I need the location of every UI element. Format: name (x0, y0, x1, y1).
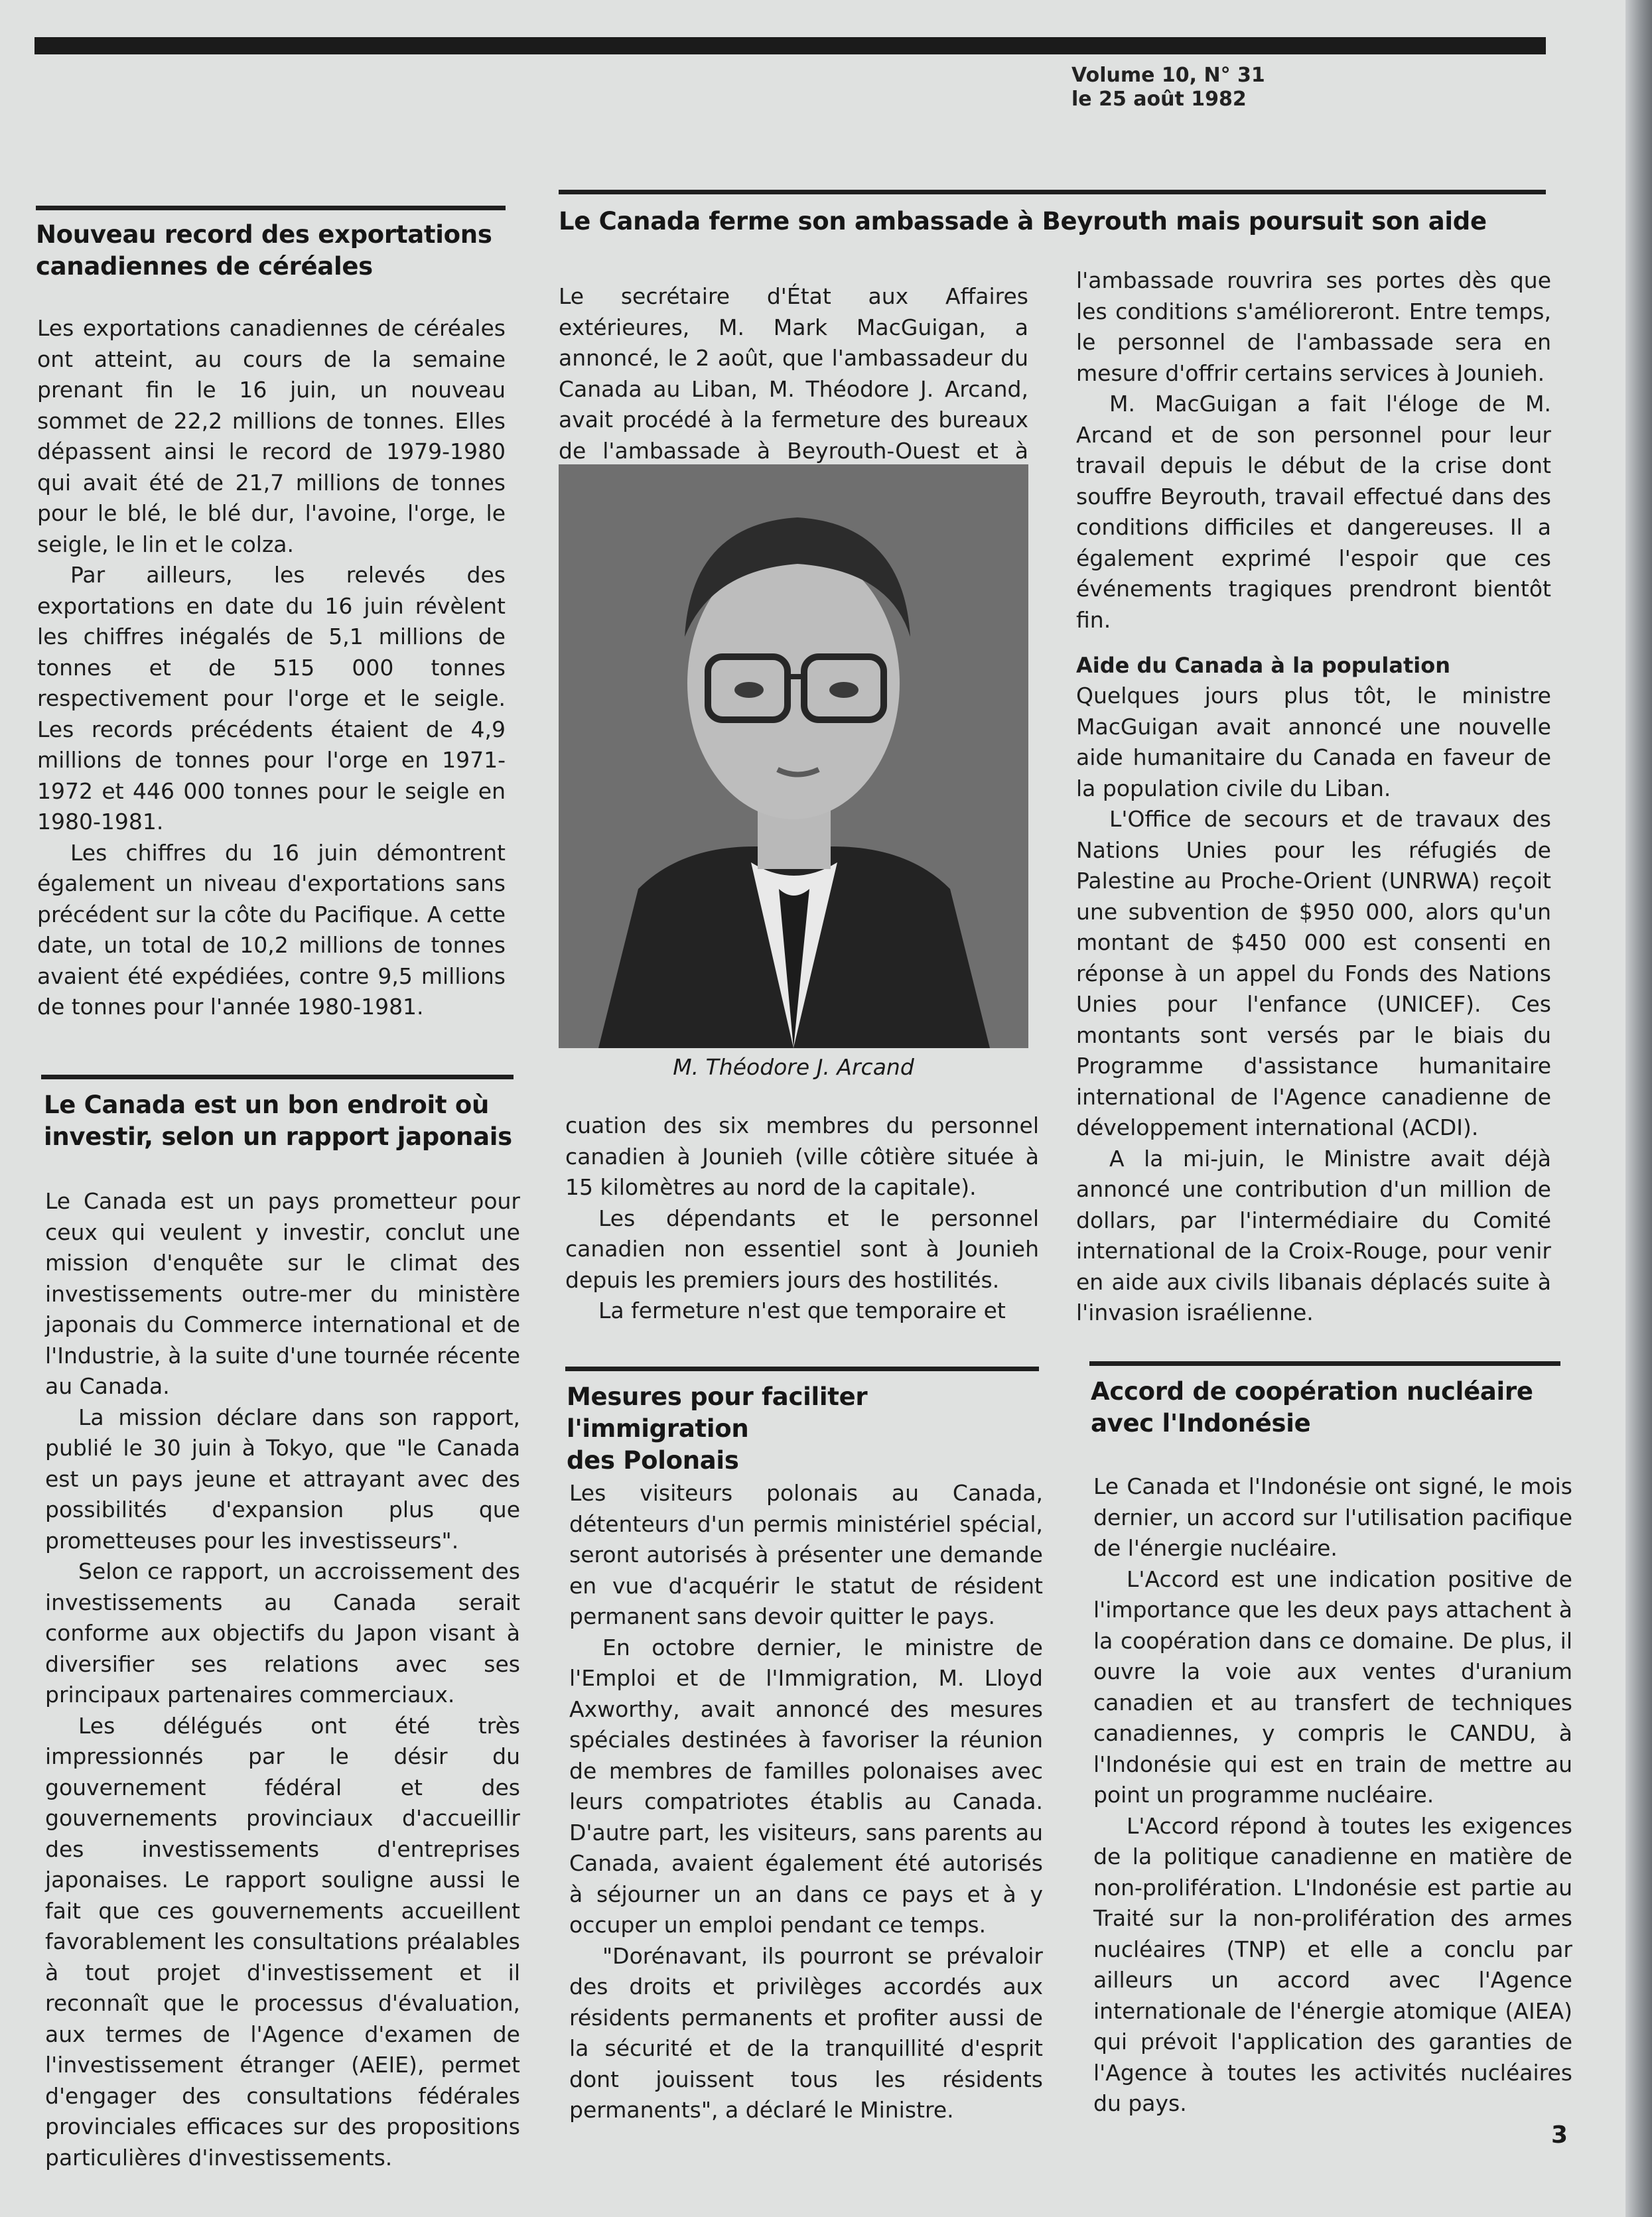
volume-number: Volume 10, N° 31 (1071, 64, 1265, 87)
paragraph: l'ambassade rouvrira ses portes dès que les conditions s'amélioreront. Entre temps, le personnel de l'ambassade sera en mesure d'offrir certains services à Jounieh. (1076, 267, 1551, 386)
paragraph: L'Office de secours et de travaux des Nations Unies pour les réfugiés de Palestine au Proche-Orient (UNRWA) reçoit une subvention de $950 000, alors qu'un montant de $450 000 est consenti en réponse à un appel du Fonds des Nations Unies pour l'enfance (UNICEF). Ces montants sont versés par le biais du Programme d'assistance humanitaire international de l'Agence canadienne de développement international (ACDI). (1076, 806, 1551, 1140)
article-body-polish-immigration (569, 1478, 1043, 2126)
article-body-grain-exports (37, 313, 506, 1023)
issue-date: le 25 août 1982 (1071, 88, 1247, 111)
article-rule (1089, 1361, 1560, 1366)
paragraph: L'Accord répond à toutes les exigences de la politique canadienne en matière de non-prolifération. L'Indonésie est partie au Traité sur la non-prolifération des armes nucléaires (TNP) et elle a conclu par ailleurs un accord avec l'Agence internationale de l'énergie atomique (AIEA) qui prévoit l'application des garanties de l'Agence à toutes les activités nucléaires du pays. (1093, 1812, 1572, 2116)
paragraph: Le Canada et l'Indonésie ont signé, le mois dernier, un accord sur l'utilisation pacifique de l'énergie nucléaire. (1093, 1473, 1572, 1561)
article-title-polish-immigration: Mesures pour faciliter l'immigration des Polonais (567, 1382, 868, 1475)
article-rule (565, 1367, 1039, 1371)
article-rule (36, 206, 506, 210)
paragraph: Le Canada est un pays prometteur pour ceux qui veulent y investir, conclut une mission d'enquête sur le climat des investissements outre-mer du ministère japonais du Commerce international et de l'Industrie, à la suite d'une tournée récente au Canada. (45, 1188, 520, 1399)
portrait-photo (559, 464, 1028, 1048)
paragraph: En octobre dernier, le ministre de l'Emploi et de l'Immigration, M. Lloyd Axworthy, avait annoncé des mesures spéciales destinées à favoriser la réunion de membres de familles polonaises avec leurs compatriotes établis au Canada. D'autre part, les visiteurs, sans parents au Canada, avaient également été autorisés à séjourner un an dans ce pays et à y occuper un emploi pendant ce temps. (569, 1634, 1043, 1938)
paragraph: La fermeture n'est que temporaire et (598, 1298, 1006, 1323)
page-number: 3 (1551, 2121, 1568, 2149)
article-rule (559, 190, 1546, 194)
article-body-beirut-embassy-col2 (1076, 265, 1551, 1329)
paragraph: Par ailleurs, les relevés des exportations en date du 16 juin révèlent les chiffres inégalés de 5,1 millions de tonnes et de 515 000 tonnes respectivement pour l'orge et le seigle. Les records précédents étaient de 4,9 millions de tonnes pour l'orge en 1971-1972 et 446 000 tonnes pour le seigle en 1980-1981. (37, 562, 506, 835)
paragraph: L'Accord est une indication positive de l'importance que les deux pays attachent à la coopération dans ce domaine. De plus, il ouvre la voie aux ventes d'uranium canadien et au transfert de techniques canadiennes, y compris le CANDU, à l'Indonésie qui est en train de mettre au point un programme nucléaire. (1093, 1566, 1572, 1808)
subheading: Aide du Canada à la population (1076, 653, 1451, 678)
paragraph: M. MacGuigan a fait l'éloge de M. Arcand et de son personnel pour leur travail depuis le début de la crise dont souffre Beyrouth, travail effectué dans des conditions difficiles et dangereuses. Il a également exprimé l'espoir que ces événements tragiques prendront bientôt fin. (1076, 391, 1551, 633)
photo-caption: M. Théodore J. Arcand (673, 1054, 914, 1080)
paragraph: A la mi-juin, le Ministre avait déjà annoncé une contribution d'un million de dollars, par l'intermédiaire du Comité international de la Croix-Rouge, pour venir en aide aux civils libanais déplacés suite à l'invasion israélienne. (1076, 1145, 1551, 1325)
paragraph: Les délégués ont été très impressionnés par le désir du gouvernement fédéral et des gouvernements provinciaux d'accueillir des investissements d'entreprises japonaises. Le rapport souligne aussi le fait que ces gouvernements accueillent favorablement les consultations préalables à tout projet d'investissement et il reconnaît que le processus d'évaluation, aux termes de l'Agence d'examen de l'investissement étranger (AEIE), permet d'engager des consultations fédérales provinciales efficaces sur des propositions particulières d'investissements. (45, 1712, 520, 2171)
article-title-grain-exports: Nouveau record des exportations canadiennes de céréales (36, 220, 492, 281)
paragraph: Les dépendants et le personnel canadien non essentiel sont à Jounieh depuis les premiers jours des hostilités. (565, 1205, 1039, 1293)
paragraph: Les chiffres du 16 juin démontrent également un niveau d'exportations sans précédent sur la côte du Pacifique. A cette date, un total de 10,2 millions de tonnes avaient été expédiées, contre 9,5 millions de tonnes pour l'année 1980-1981. (37, 839, 506, 1020)
portrait-image (559, 464, 1028, 1048)
paragraph: "Dorénavant, ils pourront se prévaloir des droits et privilèges accordés aux résidents permanents et profiter aussi de la sécurité et de la tranquillité d'esprit dont jouissent tous les résidents permanents", a déclaré le Ministre. (569, 1942, 1043, 2123)
article-body-japan-report (45, 1186, 520, 2173)
article-title-indonesia-nuclear: Accord de coopération nucléaire avec l'Indonésie (1091, 1377, 1533, 1438)
issue-info (1071, 64, 1265, 111)
header-bar (34, 37, 1546, 54)
paragraph: Quelques jours plus tôt, le ministre MacGuigan avait annoncé une nouvelle aide humanitaire du Canada en faveur de la population civile du Liban. (1076, 683, 1551, 801)
paragraph: cuation des six membres du personnel canadien à Jounieh (ville côtière située à 15 kilomètres au nord de la capitale). (565, 1112, 1039, 1200)
article-body-beirut-embassy-col1b (565, 1110, 1039, 1327)
article-body-indonesia-nuclear (1093, 1471, 1572, 2119)
paragraph: Le secrétaire d'État aux Affaires extérieures, M. Mark MacGuigan, a annoncé, le 2 août, que l'ambassadeur du Canada au Liban, M. Théodore J. Arcand, avait procédé à la fermeture des bureaux de l'ambassade à Beyrouth-Ouest et à (559, 283, 1028, 464)
page-edge (1625, 0, 1652, 2217)
paragraph: La mission déclare dans son rapport, publié le 30 juin à Tokyo, que "le Canada est un pays jeune et attrayant avec des possibilités d'expansion plus que prometteuses pour les investisseurs". (45, 1404, 520, 1554)
paragraph: Les visiteurs polonais au Canada, détenteurs d'un permis ministériel spécial, seront autorisés à présenter une demande en vue d'acquérir le statut de résident permanent sans devoir quitter le pays. (569, 1480, 1043, 1629)
paragraph: Les exportations canadiennes de céréales ont atteint, au cours de la semaine prenant fin le 16 juin, un nouveau sommet de 22,2 millions de tonnes. Elles dépassent ainsi le record de 1979-1980 qui avait été de 21,7 millions de tonnes pour le blé, le blé dur, l'avoine, l'orge, le seigle, le lin et le colza. (37, 315, 506, 557)
article-title-japan-report: Le Canada est un bon endroit où investir, selon un rapport japonais (44, 1091, 512, 1151)
article-title-beirut-embassy: Le Canada ferme son ambassade à Beyrouth mais poursuit son aide (559, 207, 1487, 235)
paragraph: Selon ce rapport, un accroissement des investissements au Canada serait conforme aux objectifs du Japon visant à diversifier ses relations avec ses principaux partenaires commerciaux. (45, 1558, 520, 1708)
article-rule (41, 1075, 514, 1079)
